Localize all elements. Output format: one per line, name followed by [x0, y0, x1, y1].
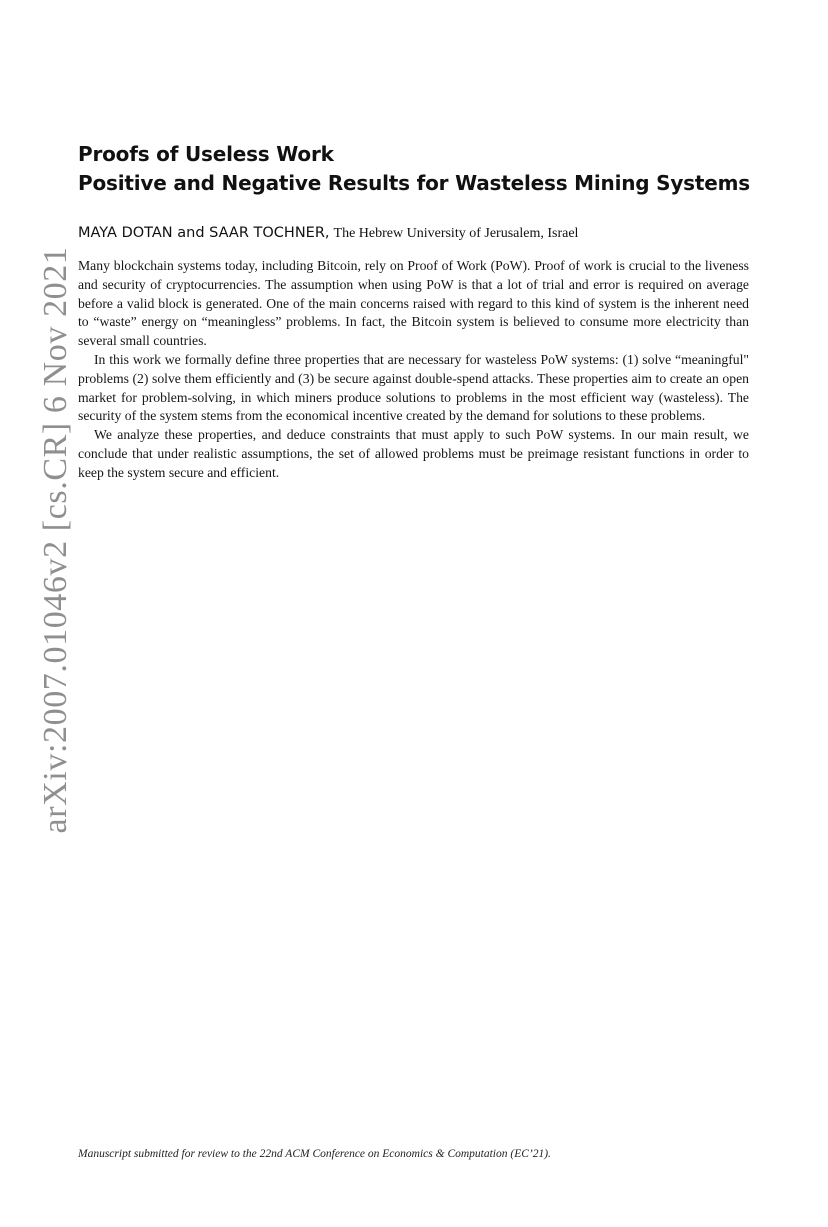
paper-title: [78, 140, 778, 198]
title-line-1: Proofs of Useless Work: [78, 142, 334, 166]
abstract-paragraph-2: In this work we formally define three properties that are necessary for wasteless PoW systems: (1) solve “meaningful" problems (2) solve them efficiently and (3) be secure against double-spend attacks. These properties aim to create an open market for problem-solving, in which miners produce solutions to problems in the most efficient way (wasteless). The security of the system stems from the economical incentive created by the demand for solutions to these problems.: [78, 351, 749, 424]
author-names: MAYA DOTAN and SAAR TOCHNER,: [78, 225, 330, 241]
manuscript-footnote: Manuscript submitted for review to the 22nd ACM Conference on Economics & Computation (EC’21).: [78, 1148, 551, 1160]
abstract-paragraph-3: We analyze these properties, and deduce constraints that must apply to such PoW systems. In our main result, we conclude that under realistic assumptions, the set of allowed problems must be preimage resistant functions in order to keep the system secure and efficient.: [78, 427, 749, 480]
title-line-2: Positive and Negative Results for Wasteless Mining Systems: [78, 171, 750, 195]
arxiv-identifier: arXiv:2007.01046v2 [cs.CR] 6 Nov 2021: [37, 246, 74, 834]
author-affiliation: The Hebrew University of Jerusalem, Israel: [333, 226, 579, 241]
abstract: [78, 257, 749, 483]
abstract-paragraph-1: Many blockchain systems today, including Bitcoin, rely on Proof of Work (PoW). Proof of work is crucial to the liveness and security of cryptocurrencies. The assumption when using PoW is that a lot of trial and error is required on average before a valid block is generated. One of the main concerns raised with regard to this kind of system is the inherent need to “waste” energy on “meaningless” problems. In fact, the Bitcoin system is believed to consume more electricity than several small countries.: [78, 258, 749, 349]
author-line: [78, 224, 768, 242]
